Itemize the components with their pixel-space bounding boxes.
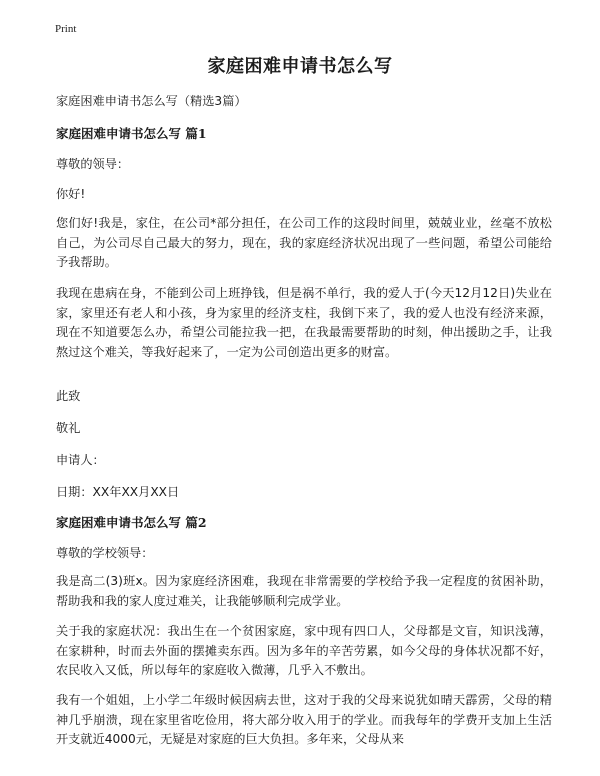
section-heading-1: 家庭困难申请书怎么写 篇1 bbox=[56, 126, 207, 141]
greeting: 你好! bbox=[56, 187, 86, 201]
paragraph-1-1: 您们好!我是，家住，在公司*部分担任，在公司工作的这段时间里，兢兢业业，丝毫不放松自己，为公司尽自己最大的努力，现在，我的家庭经济状况出现了一些问题，希望公司能给予我帮助。 bbox=[56, 216, 552, 269]
document-subtitle: 家庭困难申请书怎么写（精选3篇） bbox=[56, 94, 247, 108]
paragraph-2-3: 我有一个姐姐，上小学二年级时候因病去世，这对于我的父母来说犹如晴天霹雳，父母的精神几乎崩溃，现在家里省吃俭用，将大部分收入用于的学业。而我每年的学费开支加上生活开支就近4000元，无疑是对家庭的巨大负担。多年来，父母从来 bbox=[56, 693, 552, 746]
applicant-label: 申请人： bbox=[56, 453, 105, 467]
salutation-1: 尊敬的领导： bbox=[56, 157, 130, 171]
section-heading-2: 家庭困难申请书怎么写 篇2 bbox=[56, 515, 207, 530]
date-line: 日期：XX年XX月XX日 bbox=[56, 485, 180, 499]
paragraph-1-2: 我现在患病在身，不能到公司上班挣钱，但是祸不单行，我的爱人于(今天12月12日)失业在家，家里还有老人和小孩，身为家里的经济支柱，我倒下来了，我的爱人也没有经济来源，现在不知道要怎么办，希望公司能拉我一把，在我最需要帮助的时刻，伸出援助之手，让我熬过这个难关，等我好起来了，一定为公司创造出更多的财富。 bbox=[56, 286, 552, 359]
paragraph-2-1: 我是高二(3)班x。因为家庭经济困难，我现在非常需要的学校给予我一定程度的贫困补助，帮助我和我的家人度过难关，让我能够顺利完成学业。 bbox=[56, 574, 552, 608]
closing-cizhi: 此致 bbox=[56, 389, 81, 403]
closing-jingli: 敬礼 bbox=[56, 421, 81, 435]
paragraph-2-2: 关于我的家庭状况：我出生在一个贫困家庭，家中现有四口人，父母都是文盲，知识浅薄，在家耕种，时而去外面的摆摊卖东西。因为多年的辛苦劳累，如今父母的身体状况都不好，农民收入又低，所以每年的家庭收入微薄，几乎入不敷出。 bbox=[56, 624, 552, 677]
salutation-2: 尊敬的学校领导： bbox=[56, 546, 154, 560]
document-title: 家庭困难申请书怎么写 bbox=[207, 56, 393, 77]
print-link[interactable]: Print bbox=[55, 23, 77, 35]
